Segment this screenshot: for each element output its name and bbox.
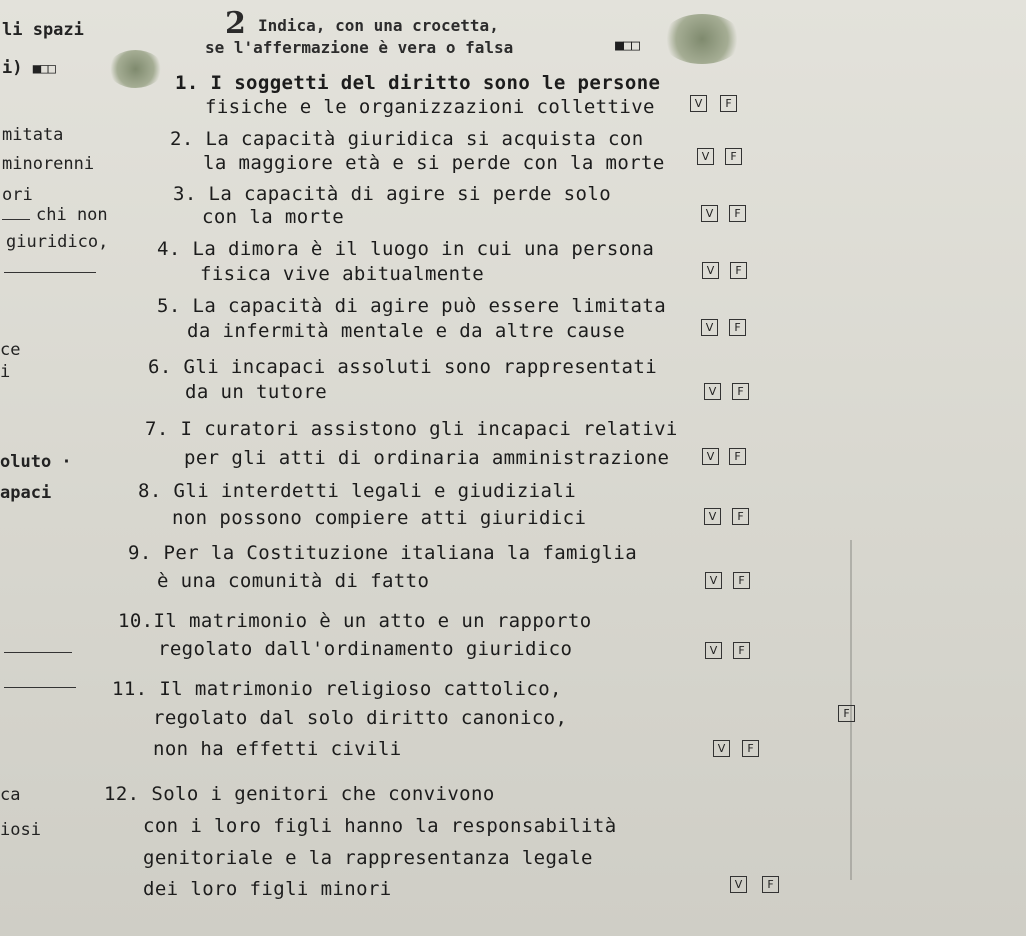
item-11-true-checkbox[interactable]: V: [713, 740, 730, 757]
item-10-false-checkbox[interactable]: F: [733, 642, 750, 659]
item-11-line-1: 11. Il matrimonio religioso cattolico,: [112, 678, 562, 700]
item-1-line-1: 1. I soggetti del diritto sono le persone: [175, 72, 661, 94]
left-fragment-8: ce: [0, 340, 21, 360]
left-fragment-6: chi non: [2, 205, 108, 225]
blank-line-left-1: [4, 258, 102, 278]
item-3-false-checkbox[interactable]: F: [729, 205, 746, 222]
item-8-false-checkbox[interactable]: F: [732, 508, 749, 525]
exercise-instruction-line2: se l'affermazione è vera o falsa: [205, 38, 514, 57]
blank-line-left-3: [4, 673, 82, 693]
item-12-line-2: con i loro figli hanno la responsabilità: [143, 815, 617, 837]
item-5-line-2: da infermità mentale e da altre cause: [187, 320, 626, 342]
left-fragment-10: oluto ·: [0, 452, 72, 472]
exercise-number: 2: [225, 6, 246, 41]
left-fragment-9: i: [0, 362, 11, 382]
item-3-line-2: con la morte: [202, 206, 345, 228]
item-7-false-checkbox[interactable]: F: [729, 448, 746, 465]
item-2-false-checkbox[interactable]: F: [725, 148, 742, 165]
item-1-true-checkbox[interactable]: V: [690, 95, 707, 112]
item-6-line-2: da un tutore: [185, 381, 328, 403]
decorative-blob-left: [108, 50, 163, 88]
blank-line-left-2: [4, 638, 78, 658]
blank-line: [2, 219, 30, 220]
item-11-false-stray-mark: F: [838, 705, 855, 722]
item-10-true-checkbox[interactable]: V: [705, 642, 722, 659]
left-fragment-7: giuridico,: [6, 232, 109, 252]
item-8-line-1: 8. Gli interdetti legali e giudiziali: [138, 480, 577, 502]
item-12-line-1: 12. Solo i genitori che convivono: [104, 783, 495, 805]
item-7-line-1: 7. I curatori assistono gli incapaci relativi: [145, 418, 678, 440]
item-2-line-1: 2. La capacità giuridica si acquista con: [170, 128, 644, 150]
left-fragment-5: ori: [2, 185, 33, 205]
item-11-false-checkbox[interactable]: F: [742, 740, 759, 757]
item-12-line-4: dei loro figli minori: [143, 878, 392, 900]
item-7-true-checkbox[interactable]: V: [702, 448, 719, 465]
item-4-line-2: fisica vive abitualmente: [200, 263, 485, 285]
exercise-instruction-line1: Indica, con una crocetta,: [258, 16, 499, 35]
item-9-line-2: è una comunità di fatto: [157, 570, 430, 592]
difficulty-squares-left: ■□□: [32, 61, 56, 77]
difficulty-squares: ■□□: [615, 36, 640, 54]
item-4-true-checkbox[interactable]: V: [702, 262, 719, 279]
item-7-line-2: per gli atti di ordinaria amministrazione: [184, 447, 670, 469]
item-5-false-checkbox[interactable]: F: [729, 319, 746, 336]
item-12-true-checkbox[interactable]: V: [730, 876, 747, 893]
left-fragment-3: mitata: [2, 125, 64, 145]
left-fragment-4: minorenni: [2, 154, 95, 174]
item-9-line-1: 9. Per la Costituzione italiana la famiglia: [128, 542, 638, 564]
item-6-true-checkbox[interactable]: V: [704, 383, 721, 400]
item-1-false-checkbox[interactable]: F: [720, 95, 737, 112]
decorative-blob-header: [662, 14, 742, 64]
item-8-line-2: non possono compiere atti giuridici: [172, 507, 587, 529]
item-12-line-3: genitoriale e la rappresentanza legale: [143, 847, 593, 869]
item-5-true-checkbox[interactable]: V: [701, 319, 718, 336]
left-fragment-2: i) ■□□: [2, 58, 56, 78]
item-12-false-checkbox[interactable]: F: [762, 876, 779, 893]
item-2-line-2: la maggiore età e si perde con la morte: [203, 152, 665, 174]
item-11-line-2: regolato dal solo diritto canonico,: [153, 707, 568, 729]
item-4-line-1: 4. La dimora è il luogo in cui una persona: [157, 238, 655, 260]
item-1-line-2: fisiche e le organizzazioni collettive: [205, 96, 655, 118]
left-fragment-12: ca: [0, 785, 21, 805]
item-5-line-1: 5. La capacità di agire può essere limitata: [157, 295, 667, 317]
left-fragment-1: li spazi: [2, 20, 84, 40]
item-10-line-2: regolato dall'ordinamento giuridico: [158, 638, 573, 660]
item-10-line-1: 10.Il matrimonio è un atto e un rapporto: [118, 610, 592, 632]
item-11-line-3: non ha effetti civili: [153, 738, 402, 760]
item-8-true-checkbox[interactable]: V: [704, 508, 721, 525]
item-9-false-checkbox[interactable]: F: [733, 572, 750, 589]
item-3-true-checkbox[interactable]: V: [701, 205, 718, 222]
left-fragment-11: apaci: [0, 483, 52, 503]
item-6-false-checkbox[interactable]: F: [732, 383, 749, 400]
item-2-true-checkbox[interactable]: V: [697, 148, 714, 165]
left-fragment-13: iosi: [0, 820, 41, 840]
item-3-line-1: 3. La capacità di agire si perde solo: [173, 183, 612, 205]
item-9-true-checkbox[interactable]: V: [705, 572, 722, 589]
item-4-false-checkbox[interactable]: F: [730, 262, 747, 279]
item-6-line-1: 6. Gli incapaci assoluti sono rappresentati: [148, 356, 658, 378]
